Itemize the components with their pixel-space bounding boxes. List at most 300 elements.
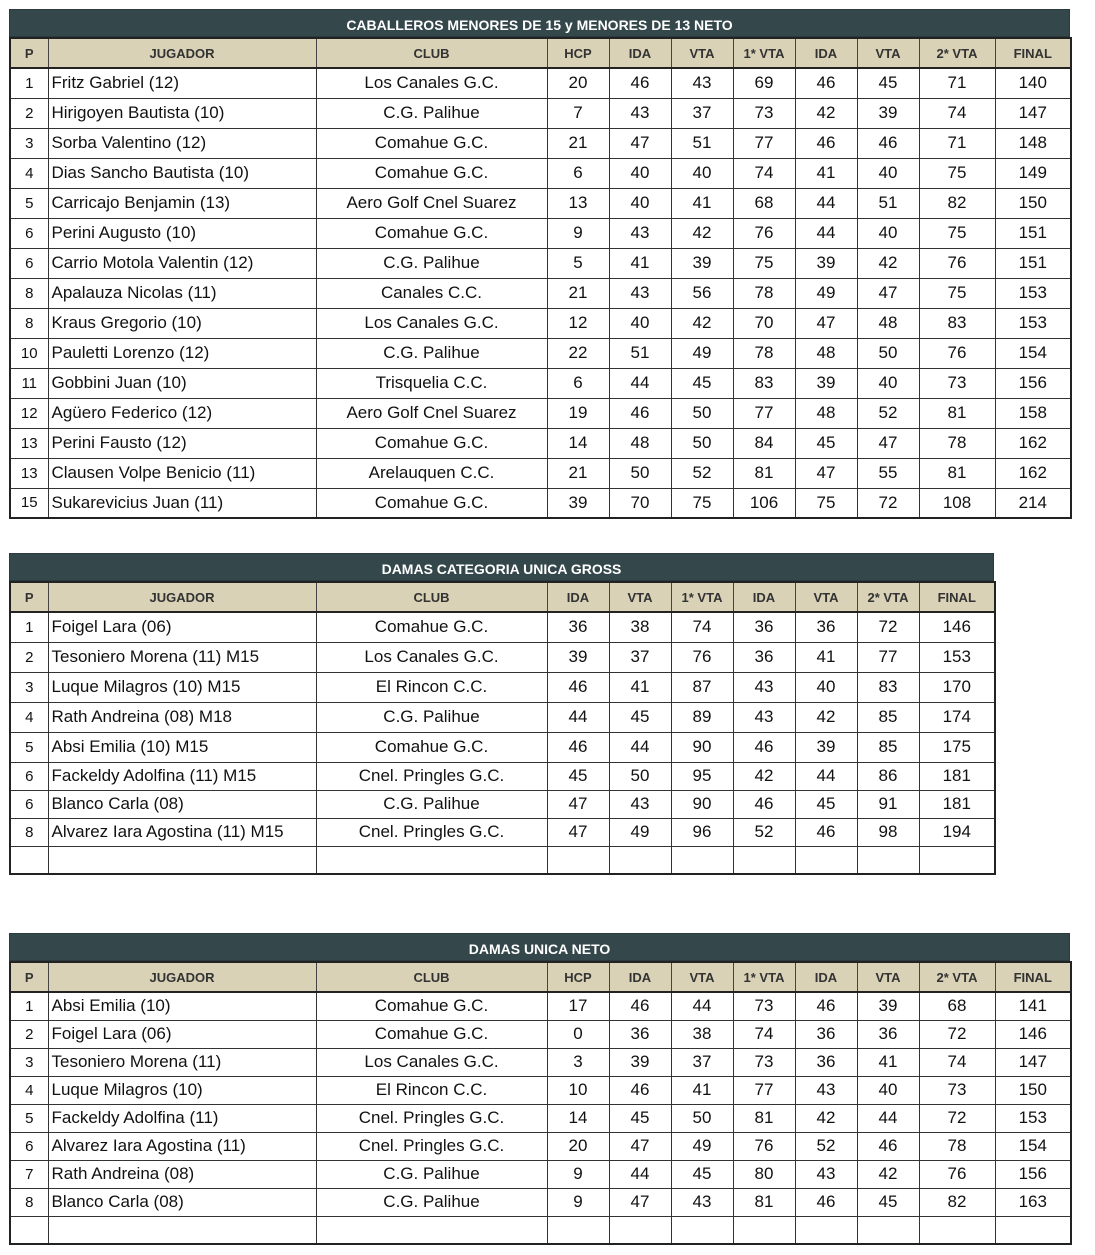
cell-ida: 70 [609, 488, 671, 518]
cell-vta: 36 [795, 612, 857, 642]
table-row [10, 992, 1071, 1020]
cell-pos: 11 [10, 368, 48, 398]
cell-club: Comahue G.C. [316, 428, 547, 458]
cell-club: Cnel. Pringles G.C. [316, 818, 547, 846]
cell-ida: 36 [795, 1048, 857, 1076]
column-header-pos: P [10, 582, 48, 612]
cell-pos: 6 [10, 790, 48, 818]
column-header-first-round: 1* VTA [733, 962, 795, 992]
cell-hcp: 5 [547, 248, 609, 278]
cell-club: C.G. Palihue [316, 248, 547, 278]
header-row [10, 962, 1071, 992]
cell-final: 214 [995, 488, 1071, 518]
cell-pos: 5 [10, 188, 48, 218]
cell-second-round: 73 [919, 368, 995, 398]
column-header-final: FINAL [919, 582, 995, 612]
cell-club: Arelauquen C.C. [316, 458, 547, 488]
cell-vta: 45 [671, 368, 733, 398]
table-row [10, 248, 1071, 278]
cell-player: Fackeldy Adolfina (11) [48, 1104, 316, 1132]
cell-second-round: 78 [919, 1132, 995, 1160]
cell-pos: 4 [10, 158, 48, 188]
cell-ida: 36 [733, 642, 795, 672]
cell-first-round: 73 [733, 992, 795, 1020]
cell-ida: 46 [609, 398, 671, 428]
cell-ida: 36 [547, 612, 609, 642]
cell-ida: 43 [733, 672, 795, 702]
cell-ida: 47 [609, 1188, 671, 1216]
column-header-first-round: 1* VTA [733, 38, 795, 68]
cell-first-round: 83 [733, 368, 795, 398]
cell-vta: 49 [609, 818, 671, 846]
cell-vta: 43 [671, 68, 733, 98]
column-header-player: JUGADOR [48, 962, 316, 992]
column-header-ida: IDA [795, 962, 857, 992]
results-table [9, 961, 1072, 1245]
cell-pos [10, 1216, 48, 1244]
cell-ida: 44 [609, 368, 671, 398]
cell-player: Pauletti Lorenzo (12) [48, 338, 316, 368]
cell-vta: 50 [609, 762, 671, 790]
cell-final: 150 [995, 1076, 1071, 1104]
cell-hcp: 6 [547, 368, 609, 398]
cell-final: 146 [995, 1020, 1071, 1048]
cell-ida: 41 [795, 158, 857, 188]
cell-final: 181 [919, 790, 995, 818]
cell-pos: 6 [10, 1132, 48, 1160]
table-title: DAMAS CATEGORIA UNICA GROSS [9, 553, 994, 581]
cell-ida: 45 [547, 762, 609, 790]
column-header-player: JUGADOR [48, 582, 316, 612]
cell-player: Carricajo Benjamin (13) [48, 188, 316, 218]
cell-final: 170 [919, 672, 995, 702]
cell-final: 150 [995, 188, 1071, 218]
table-row [10, 428, 1071, 458]
cell-ida: 47 [795, 458, 857, 488]
cell-vta: 39 [671, 248, 733, 278]
cell-player: Sukarevicius Juan (11) [48, 488, 316, 518]
cell-vta: 42 [857, 248, 919, 278]
cell-vta: 51 [857, 188, 919, 218]
results-table [9, 37, 1072, 519]
cell-ida [547, 846, 609, 874]
table-row [10, 1160, 1071, 1188]
cell-club: Los Canales G.C. [316, 642, 547, 672]
cell-vta: 45 [857, 1188, 919, 1216]
column-header-vta: VTA [857, 38, 919, 68]
column-header-club: CLUB [316, 582, 547, 612]
cell-player: Alvarez Iara Agostina (11) M15 [48, 818, 316, 846]
column-header-club: CLUB [316, 962, 547, 992]
cell-ida: 40 [609, 188, 671, 218]
cell-vta: 40 [857, 368, 919, 398]
cell-vta: 46 [857, 1132, 919, 1160]
cell-ida: 46 [609, 68, 671, 98]
cell-ida: 39 [609, 1048, 671, 1076]
cell-final: 151 [995, 248, 1071, 278]
cell-club: Aero Golf Cnel Suarez [316, 398, 547, 428]
cell-vta: 50 [671, 428, 733, 458]
cell-club: C.G. Palihue [316, 702, 547, 732]
cell-ida: 44 [547, 702, 609, 732]
cell-second-round: 74 [919, 1048, 995, 1076]
cell-ida: 46 [733, 790, 795, 818]
cell-hcp: 19 [547, 398, 609, 428]
cell-vta: 41 [671, 188, 733, 218]
cell-second-round: 77 [857, 642, 919, 672]
cell-ida: 48 [795, 398, 857, 428]
cell-ida: 36 [733, 612, 795, 642]
cell-ida: 46 [609, 1076, 671, 1104]
cell-vta: 37 [671, 98, 733, 128]
cell-ida: 43 [733, 702, 795, 732]
cell-first-round: 84 [733, 428, 795, 458]
table-row [10, 158, 1071, 188]
cell-player [48, 846, 316, 874]
cell-player: Perini Fausto (12) [48, 428, 316, 458]
cell-ida: 39 [795, 248, 857, 278]
cell-ida: 41 [609, 248, 671, 278]
cell-ida: 47 [609, 128, 671, 158]
column-header-ida: IDA [609, 38, 671, 68]
cell-vta: 42 [857, 1160, 919, 1188]
cell-pos: 1 [10, 612, 48, 642]
cell-second-round: 68 [919, 992, 995, 1020]
cell-pos: 7 [10, 1160, 48, 1188]
cell-first-round: 89 [671, 702, 733, 732]
cell-first-round: 77 [733, 128, 795, 158]
cell-vta: 42 [671, 308, 733, 338]
table-row [10, 338, 1071, 368]
cell-ida: 40 [609, 308, 671, 338]
cell-pos: 5 [10, 1104, 48, 1132]
cell-pos [10, 846, 48, 874]
cell-final: 151 [995, 218, 1071, 248]
table-row [10, 308, 1071, 338]
table-row [10, 1048, 1071, 1076]
cell-vta [671, 1216, 733, 1244]
cell-vta: 44 [609, 732, 671, 762]
cell-vta [609, 846, 671, 874]
cell-first-round: 73 [733, 98, 795, 128]
cell-second-round [857, 846, 919, 874]
cell-pos: 8 [10, 308, 48, 338]
cell-ida: 39 [547, 642, 609, 672]
cell-player: Tesoniero Morena (11) [48, 1048, 316, 1076]
table-row [10, 762, 995, 790]
cell-vta: 45 [609, 702, 671, 732]
cell-second-round: 81 [919, 398, 995, 428]
cell-first-round: 80 [733, 1160, 795, 1188]
table-row [10, 1020, 1071, 1048]
table-title: CABALLEROS MENORES DE 15 y MENORES DE 13 NETO [9, 9, 1070, 37]
cell-ida: 48 [795, 338, 857, 368]
cell-ida: 52 [795, 1132, 857, 1160]
cell-pos: 4 [10, 1076, 48, 1104]
cell-vta: 43 [671, 1188, 733, 1216]
cell-vta: 47 [857, 278, 919, 308]
cell-final: 162 [995, 458, 1071, 488]
cell-vta [795, 846, 857, 874]
cell-player: Blanco Carla (08) [48, 1188, 316, 1216]
column-header-final: FINAL [995, 38, 1071, 68]
cell-first-round: 77 [733, 398, 795, 428]
cell-first-round: 106 [733, 488, 795, 518]
cell-second-round [919, 1216, 995, 1244]
cell-vta: 72 [857, 488, 919, 518]
cell-vta: 39 [857, 992, 919, 1020]
table-row [10, 1216, 1071, 1244]
cell-ida: 44 [609, 1160, 671, 1188]
cell-player: Carrio Motola Valentin (12) [48, 248, 316, 278]
column-header-vta: VTA [857, 962, 919, 992]
table-row [10, 1188, 1071, 1216]
cell-final: 175 [919, 732, 995, 762]
cell-ida: 46 [795, 68, 857, 98]
cell-vta: 46 [857, 128, 919, 158]
cell-player: Blanco Carla (08) [48, 790, 316, 818]
cell-vta: 39 [795, 732, 857, 762]
cell-second-round: 83 [919, 308, 995, 338]
cell-club: Comahue G.C. [316, 732, 547, 762]
cell-club: Cnel. Pringles G.C. [316, 1132, 547, 1160]
cell-ida: 43 [609, 278, 671, 308]
cell-hcp: 0 [547, 1020, 609, 1048]
cell-hcp: 20 [547, 68, 609, 98]
cell-second-round: 76 [919, 248, 995, 278]
cell-first-round: 95 [671, 762, 733, 790]
cell-club [316, 1216, 547, 1244]
cell-ida: 49 [795, 278, 857, 308]
cell-second-round: 86 [857, 762, 919, 790]
cell-second-round: 108 [919, 488, 995, 518]
cell-first-round: 73 [733, 1048, 795, 1076]
cell-pos: 6 [10, 248, 48, 278]
cell-final: 140 [995, 68, 1071, 98]
column-header-second-round: 2* VTA [919, 962, 995, 992]
cell-player: Hirigoyen Bautista (10) [48, 98, 316, 128]
cell-vta: 38 [671, 1020, 733, 1048]
cell-ida: 42 [795, 98, 857, 128]
cell-player: Absi Emilia (10) [48, 992, 316, 1020]
table-row [10, 398, 1071, 428]
cell-second-round: 81 [919, 458, 995, 488]
cell-final: 153 [919, 642, 995, 672]
cell-second-round: 71 [919, 68, 995, 98]
cell-ida: 46 [547, 672, 609, 702]
cell-ida: 40 [609, 158, 671, 188]
cell-pos: 13 [10, 458, 48, 488]
cell-ida: 43 [609, 218, 671, 248]
cell-ida: 36 [609, 1020, 671, 1048]
cell-player: Perini Augusto (10) [48, 218, 316, 248]
cell-first-round: 74 [733, 1020, 795, 1048]
cell-vta: 40 [857, 1076, 919, 1104]
cell-club: Canales C.C. [316, 278, 547, 308]
cell-ida: 42 [733, 762, 795, 790]
cell-player: Luque Milagros (10) M15 [48, 672, 316, 702]
cell-final: 154 [995, 338, 1071, 368]
column-header-pos: P [10, 962, 48, 992]
cell-ida: 43 [609, 98, 671, 128]
cell-player [48, 1216, 316, 1244]
cell-first-round: 81 [733, 1188, 795, 1216]
cell-hcp: 10 [547, 1076, 609, 1104]
cell-final [995, 1216, 1071, 1244]
cell-vta: 40 [795, 672, 857, 702]
cell-second-round: 91 [857, 790, 919, 818]
column-header-vta: VTA [671, 962, 733, 992]
cell-ida: 46 [733, 732, 795, 762]
cell-vta: 45 [795, 790, 857, 818]
cell-vta: 46 [795, 818, 857, 846]
cell-pos: 3 [10, 1048, 48, 1076]
cell-first-round [671, 846, 733, 874]
cell-vta: 50 [671, 398, 733, 428]
cell-final: 153 [995, 278, 1071, 308]
cell-ida: 47 [609, 1132, 671, 1160]
cell-vta: 44 [671, 992, 733, 1020]
cell-ida [795, 1216, 857, 1244]
results-table [9, 581, 996, 875]
table-row [10, 218, 1071, 248]
cell-vta: 50 [857, 338, 919, 368]
cell-vta: 36 [857, 1020, 919, 1048]
cell-second-round: 78 [919, 428, 995, 458]
cell-vta [857, 1216, 919, 1244]
cell-vta: 42 [795, 702, 857, 732]
cell-vta: 75 [671, 488, 733, 518]
cell-hcp: 12 [547, 308, 609, 338]
cell-hcp: 6 [547, 158, 609, 188]
cell-second-round: 72 [919, 1020, 995, 1048]
cell-ida [609, 1216, 671, 1244]
cell-hcp: 9 [547, 1188, 609, 1216]
cell-vta: 49 [671, 338, 733, 368]
cell-first-round: 77 [733, 1076, 795, 1104]
cell-first-round: 90 [671, 732, 733, 762]
cell-club: Aero Golf Cnel Suarez [316, 188, 547, 218]
cell-player: Agüero Federico (12) [48, 398, 316, 428]
cell-club: Comahue G.C. [316, 158, 547, 188]
cell-vta: 55 [857, 458, 919, 488]
cell-final: 194 [919, 818, 995, 846]
cell-first-round: 75 [733, 248, 795, 278]
cell-ida: 47 [547, 790, 609, 818]
table-row [10, 1132, 1071, 1160]
cell-first-round: 76 [733, 1132, 795, 1160]
table-row [10, 732, 995, 762]
caballeros-table [9, 9, 1072, 519]
cell-final: 147 [995, 98, 1071, 128]
cell-second-round: 75 [919, 278, 995, 308]
header-row [10, 582, 995, 612]
cell-vta: 42 [671, 218, 733, 248]
column-header-ida: IDA [547, 582, 609, 612]
cell-hcp: 9 [547, 1160, 609, 1188]
cell-first-round: 76 [733, 218, 795, 248]
cell-club: Comahue G.C. [316, 218, 547, 248]
cell-player: Gobbini Juan (10) [48, 368, 316, 398]
table-row [10, 818, 995, 846]
cell-ida: 46 [609, 992, 671, 1020]
cell-ida: 52 [733, 818, 795, 846]
cell-vta: 41 [671, 1076, 733, 1104]
cell-club: Comahue G.C. [316, 992, 547, 1020]
cell-final: 149 [995, 158, 1071, 188]
cell-player: Sorba Valentino (12) [48, 128, 316, 158]
cell-vta: 45 [671, 1160, 733, 1188]
cell-player: Fackeldy Adolfina (11) M15 [48, 762, 316, 790]
cell-club: Los Canales G.C. [316, 68, 547, 98]
cell-final: 158 [995, 398, 1071, 428]
cell-first-round: 81 [733, 458, 795, 488]
column-header-second-round: 2* VTA [919, 38, 995, 68]
cell-ida: 47 [547, 818, 609, 846]
cell-vta: 44 [795, 762, 857, 790]
cell-hcp: 17 [547, 992, 609, 1020]
column-header-player: JUGADOR [48, 38, 316, 68]
table-row [10, 188, 1071, 218]
cell-player: Foigel Lara (06) [48, 1020, 316, 1048]
cell-second-round: 76 [919, 1160, 995, 1188]
cell-pos: 8 [10, 1188, 48, 1216]
cell-hcp: 22 [547, 338, 609, 368]
cell-final: 156 [995, 1160, 1071, 1188]
cell-player: Alvarez Iara Agostina (11) [48, 1132, 316, 1160]
cell-vta: 37 [609, 642, 671, 672]
cell-first-round: 78 [733, 278, 795, 308]
table-row [10, 368, 1071, 398]
cell-vta: 41 [795, 642, 857, 672]
cell-ida: 39 [795, 368, 857, 398]
cell-hcp: 21 [547, 128, 609, 158]
cell-club: C.G. Palihue [316, 98, 547, 128]
cell-final: 181 [919, 762, 995, 790]
cell-ida [733, 846, 795, 874]
cell-second-round: 85 [857, 702, 919, 732]
cell-vta: 41 [857, 1048, 919, 1076]
cell-player: Luque Milagros (10) [48, 1076, 316, 1104]
cell-vta: 37 [671, 1048, 733, 1076]
cell-final: 153 [995, 1104, 1071, 1132]
table-row [10, 98, 1071, 128]
cell-vta: 40 [857, 158, 919, 188]
table-row [10, 672, 995, 702]
cell-hcp [547, 1216, 609, 1244]
cell-club: El Rincon C.C. [316, 1076, 547, 1104]
table-row [10, 488, 1071, 518]
cell-hcp: 21 [547, 278, 609, 308]
table-row [10, 702, 995, 732]
table-row [10, 278, 1071, 308]
cell-ida: 43 [795, 1160, 857, 1188]
cell-player: Absi Emilia (10) M15 [48, 732, 316, 762]
cell-pos: 15 [10, 488, 48, 518]
cell-player: Apalauza Nicolas (11) [48, 278, 316, 308]
cell-pos: 6 [10, 762, 48, 790]
table-row [10, 1076, 1071, 1104]
cell-second-round: 82 [919, 1188, 995, 1216]
table-row [10, 612, 995, 642]
cell-vta: 52 [857, 398, 919, 428]
column-header-first-round: 1* VTA [671, 582, 733, 612]
column-header-pos: P [10, 38, 48, 68]
table-row [10, 458, 1071, 488]
cell-player: Clausen Volpe Benicio (11) [48, 458, 316, 488]
cell-vta: 50 [671, 1104, 733, 1132]
cell-second-round: 83 [857, 672, 919, 702]
